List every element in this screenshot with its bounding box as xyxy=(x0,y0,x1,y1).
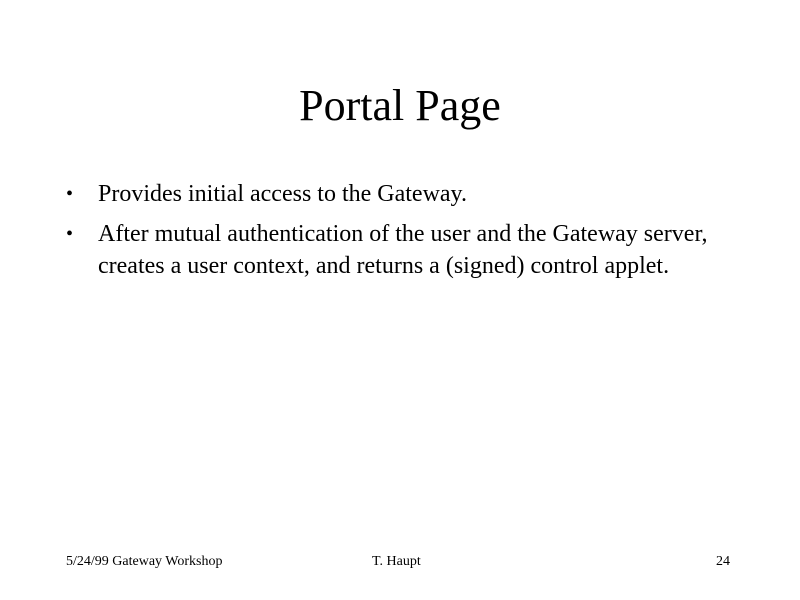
footer-page-number: 24 xyxy=(716,554,730,569)
bullet-item xyxy=(66,218,746,282)
bullet-text: Provides initial access to the Gateway. xyxy=(98,181,467,207)
bullet-icon: • xyxy=(66,183,74,205)
bullet-item xyxy=(66,178,746,210)
footer-author: T. Haupt xyxy=(372,554,421,569)
bullet-icon: • xyxy=(66,223,74,245)
bullet-list xyxy=(66,178,746,290)
footer-date-event: 5/24/99 Gateway Workshop xyxy=(66,554,223,569)
slide-title: Portal Page xyxy=(299,81,501,130)
bullet-text: After mutual authentication of the user and the Gateway server, creates a user context, and returns a (signed) control applet. xyxy=(98,221,708,279)
